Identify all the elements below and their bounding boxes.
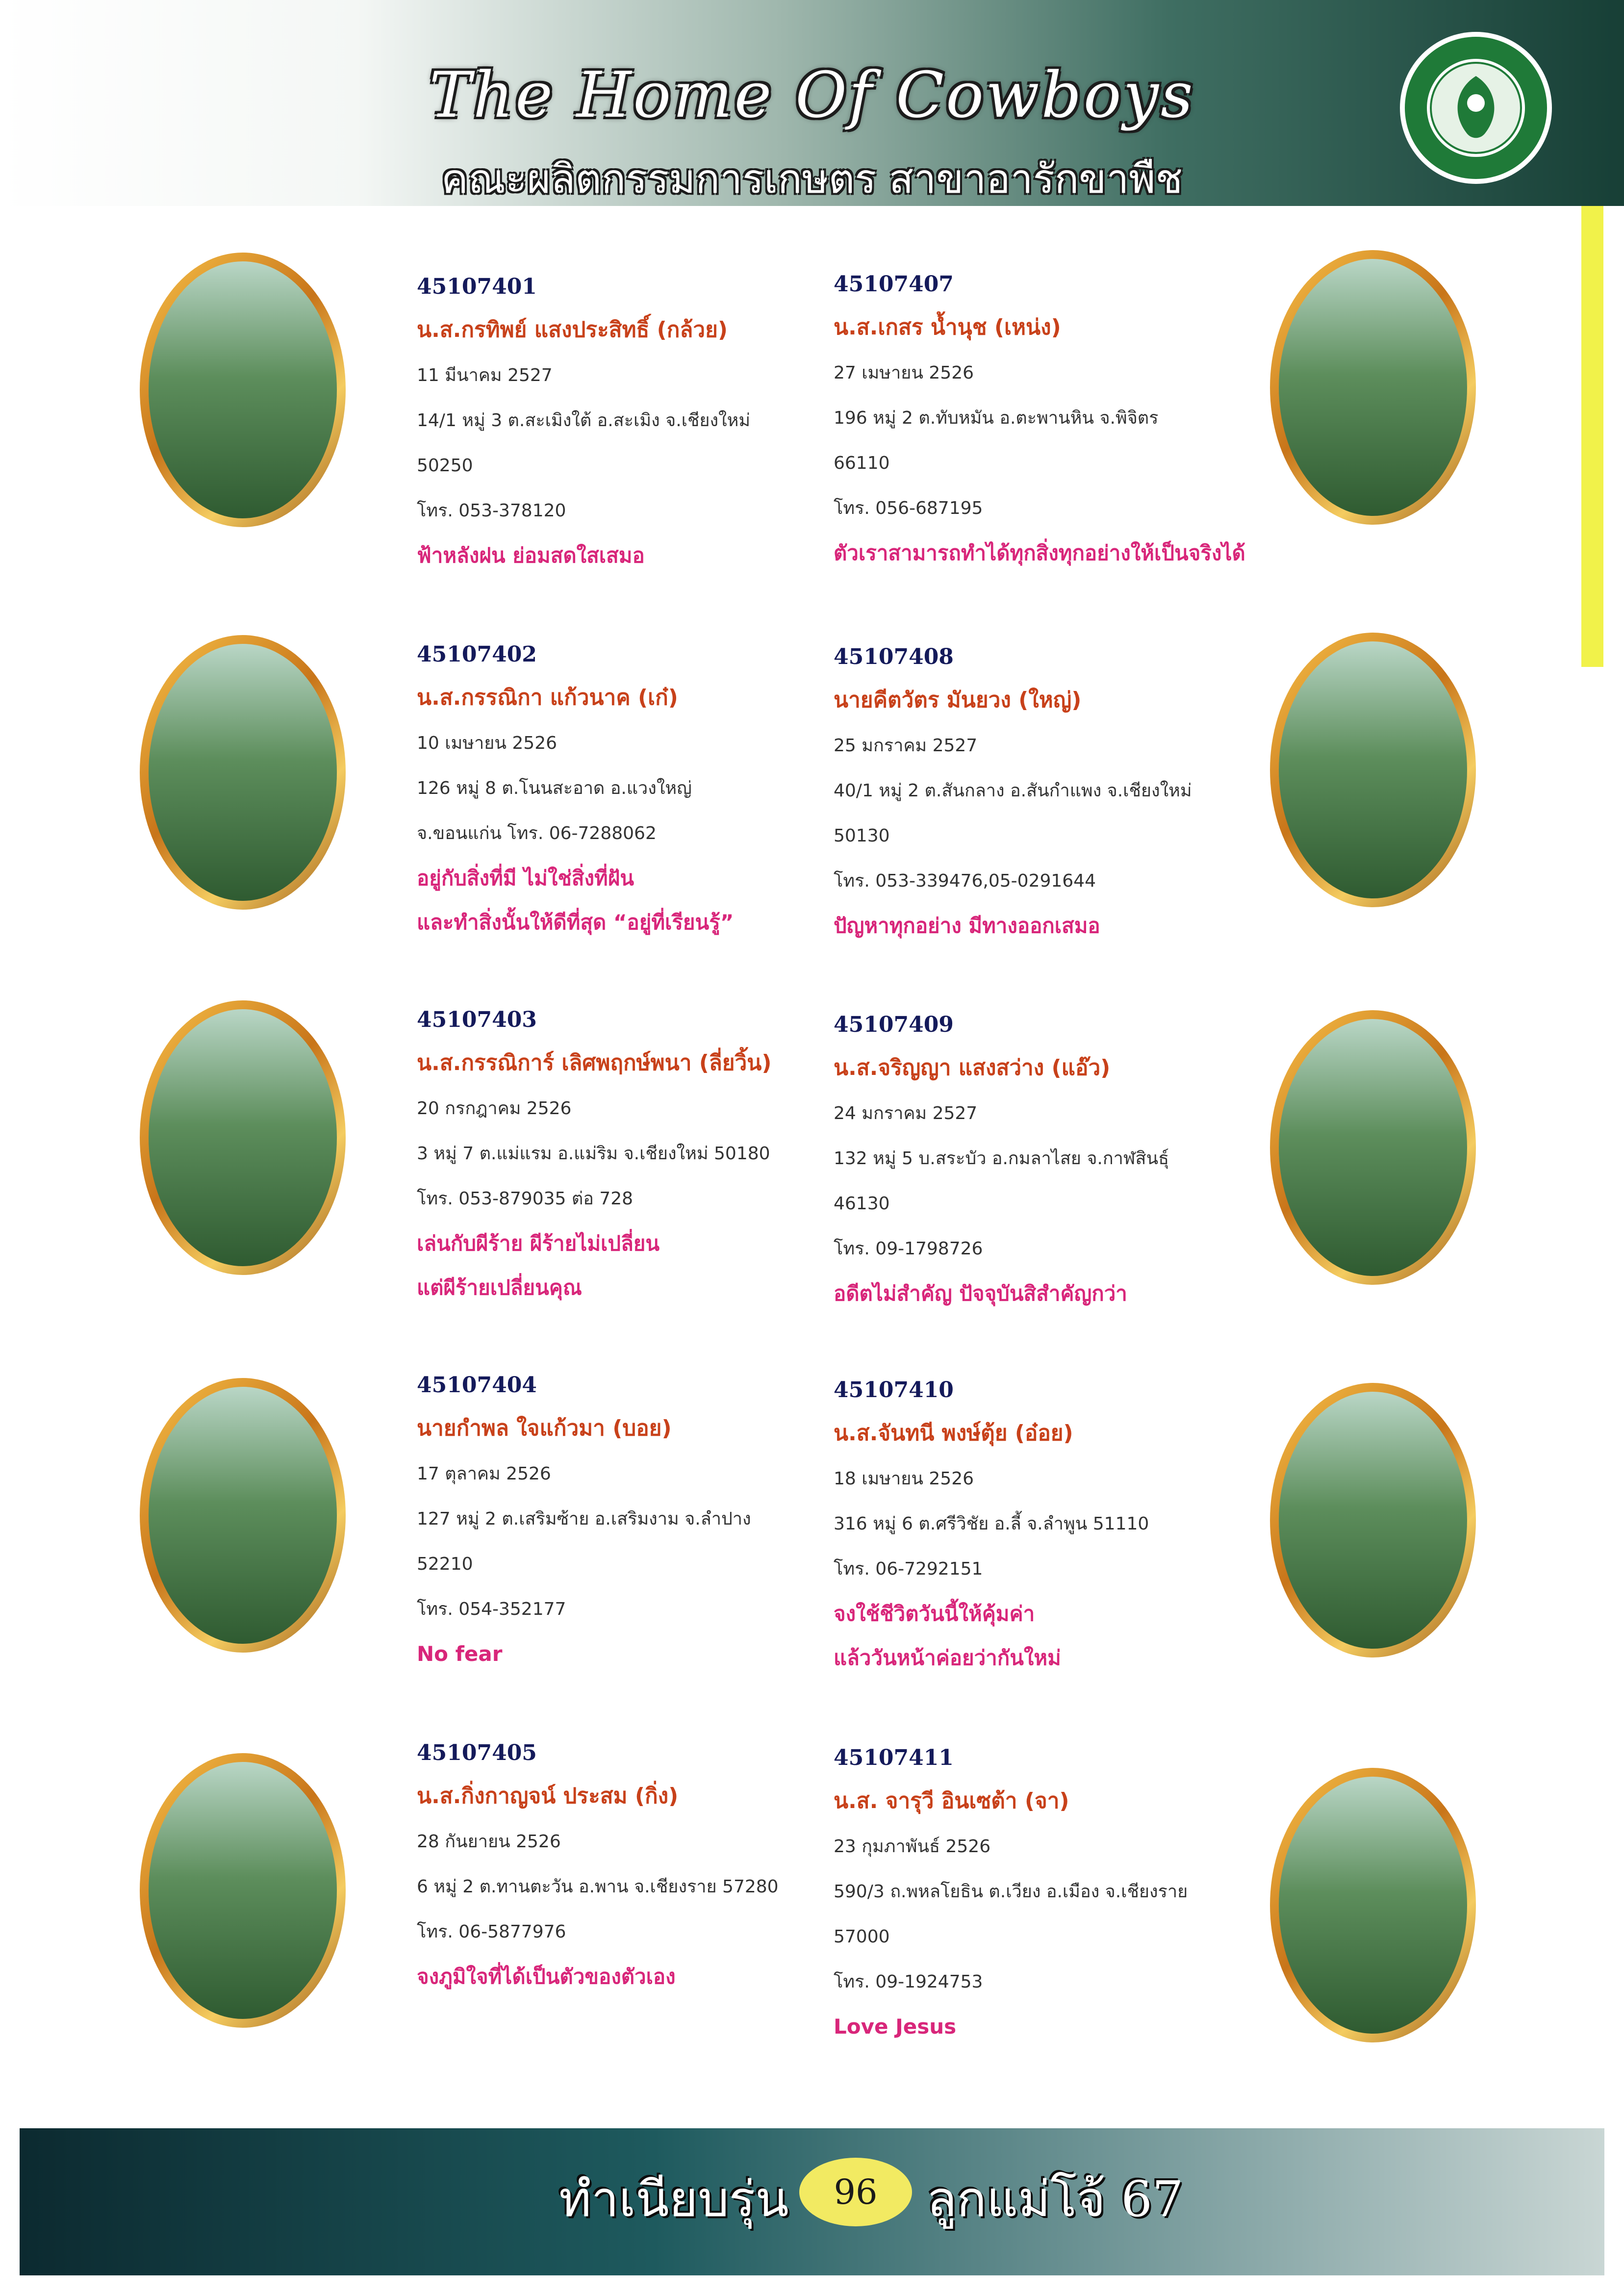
portrait-photo <box>140 635 346 910</box>
phone: โทร. 053-378120 <box>417 501 566 521</box>
person-entry <box>834 1371 1226 1680</box>
person-entry <box>834 1738 1226 2049</box>
birth-date: 23 กุมภาพันธ์ 2526 <box>834 1836 991 1857</box>
side-accent-strip <box>1581 206 1603 667</box>
portrait-photo <box>1270 250 1476 525</box>
student-id: 45107403 <box>417 1007 537 1032</box>
phone: โทร. 06-7292151 <box>834 1559 983 1579</box>
address: 3 หมู่ 7 ต.แม่แรม อ.แม่ริม จ.เชียงใหม่ 50180 <box>417 1144 770 1164</box>
motto-line-2: และทำสิ่งนั้นให้ดีที่สุด “อยู่ที่เรียนรู้” <box>417 910 734 934</box>
address: 590/3 ถ.พหลโยธิน ต.เวียง อ.เมือง จ.เชียงราย <box>834 1882 1188 1902</box>
address: 127 หมู่ 2 ต.เสริมซ้าย อ.เสริมงาม จ.ลำปาง <box>417 1509 751 1529</box>
page-subtitle: คณะผลิตกรรมการเกษตร สาขาอารักขาพืช <box>441 156 1183 203</box>
student-name: น.ส.กรทิพย์ แสงประสิทธิ์ (กล้วย) <box>417 317 728 342</box>
motto: ฟ้าหลังฝน ย่อมสดใสเสมอ <box>417 543 645 567</box>
student-id: 45107401 <box>417 274 537 299</box>
address: 126 หมู่ 8 ต.โนนสะอาด อ.แวงใหญ่ <box>417 778 692 798</box>
motto: No fear <box>417 1642 503 1666</box>
student-id: 45107404 <box>417 1373 537 1398</box>
university-seal-icon <box>1397 29 1554 186</box>
portrait-photo <box>1270 633 1476 907</box>
student-id: 45107405 <box>417 1740 537 1765</box>
page-title: The Home Of Cowboys <box>429 59 1195 132</box>
postal-code: 50130 <box>834 826 890 846</box>
birth-date: 24 มกราคม 2527 <box>834 1103 978 1123</box>
person-entry <box>834 638 1226 948</box>
student-id: 45107411 <box>834 1745 954 1770</box>
motto: เล่นกับผีร้าย ผีร้ายไม่เปลี่ยน <box>417 1231 660 1255</box>
student-name: น.ส.กิ่งกาญจน์ ประสม (กิ่ง) <box>417 1784 679 1809</box>
phone: โทร. 053-339476,05-0291644 <box>834 871 1096 891</box>
portrait-photo <box>140 1000 346 1275</box>
birth-date: 28 กันยายน 2526 <box>417 1832 561 1852</box>
phone: โทร. 054-352177 <box>417 1599 566 1619</box>
phone: โทร. 053-879035 ต่อ 728 <box>417 1189 634 1209</box>
province-phone: จ.ขอนแก่น โทร. 06-7288062 <box>417 823 657 843</box>
student-id: 45107410 <box>834 1377 954 1402</box>
phone: โทร. 09-1924753 <box>834 1972 983 1992</box>
portrait-photo <box>140 1378 346 1653</box>
address: 316 หมู่ 6 ต.ศรีวิชัย อ.ลี้ จ.ลำพูน 51110 <box>834 1514 1149 1534</box>
page-footer <box>20 2128 1604 2275</box>
person-entry <box>834 1005 1226 1316</box>
motto: อยู่กับสิ่งที่มี ไม่ใช่สิ่งที่ฝัน <box>417 866 634 890</box>
student-id: 45107402 <box>417 642 537 667</box>
portrait-photo <box>1270 1010 1476 1285</box>
motto: ตัวเราสามารถทำได้ทุกสิ่งทุกอย่างให้เป็นจริงได้ <box>834 541 1245 565</box>
postal-code: 66110 <box>834 453 890 473</box>
address: 196 หมู่ 2 ต.ทับหมัน อ.ตะพานหิน จ.พิจิตร <box>834 408 1159 428</box>
person-entry <box>417 1734 809 1999</box>
student-name: น.ส. จารุวี อินเซต้า (จา) <box>834 1788 1069 1813</box>
student-name: น.ส.กรรณิการ์ เลิศพฤกษ์พนา (ลี่ยวิ้น) <box>417 1050 772 1075</box>
birth-date: 10 เมษายน 2526 <box>417 733 557 753</box>
motto: จงใช้ชีวิตวันนี้ให้คุ้มค่า <box>834 1602 1035 1626</box>
address: 14/1 หมู่ 3 ต.สะเมิงใต้ อ.สะเมิง จ.เชียงใหม่ <box>417 410 751 431</box>
student-name: นายคีตวัตร มันยวง (ใหญ่) <box>834 688 1082 713</box>
birth-date: 18 เมษายน 2526 <box>834 1469 974 1489</box>
phone: โทร. 09-1798726 <box>834 1239 983 1259</box>
footer-left-title: ทำเนียบรุ่น <box>559 2170 789 2228</box>
birth-date: 17 ตุลาคม 2526 <box>417 1464 551 1484</box>
birth-date: 11 มีนาคม 2527 <box>417 365 553 385</box>
motto: ปัญหาทุกอย่าง มีทางออกเสมอ <box>834 914 1100 938</box>
person-entry <box>417 1000 809 1310</box>
phone: โทร. 06-5877976 <box>417 1922 566 1942</box>
motto: อดีตไม่สำคัญ ปัจจุบันสิสำคัญกว่า <box>834 1281 1127 1305</box>
page-number: 96 <box>799 2158 912 2226</box>
motto-line-2: แต่ผีร้ายเปลี่ยนคุณ <box>417 1275 582 1300</box>
student-name: น.ส.กรรณิกา แก้วนาค (เก๋) <box>417 685 678 710</box>
postal-code: 50250 <box>417 456 473 476</box>
birth-date: 20 กรกฎาคม 2526 <box>417 1098 572 1119</box>
address: 6 หมู่ 2 ต.ทานตะวัน อ.พาน จ.เชียงราย 57280 <box>417 1877 779 1897</box>
motto: Love Jesus <box>834 2014 957 2039</box>
motto: จงภูมิใจที่ได้เป็นตัวของตัวเอง <box>417 1964 676 1989</box>
student-id: 45107409 <box>834 1012 954 1037</box>
person-entry <box>417 635 809 944</box>
postal-code: 46130 <box>834 1194 890 1214</box>
birth-date: 27 เมษายน 2526 <box>834 363 974 383</box>
portrait-photo <box>140 253 346 527</box>
portrait-photo <box>1270 1768 1476 2042</box>
student-name: นายกำพล ใจแก้วมา (บอย) <box>417 1416 672 1441</box>
student-name: น.ส.จริญญา แสงสว่าง (แอ๊ว) <box>834 1055 1111 1080</box>
address: 40/1 หมู่ 2 ต.สันกลาง อ.สันกำแพง จ.เชียงใหม่ <box>834 781 1192 801</box>
birth-date: 25 มกราคม 2527 <box>834 736 978 756</box>
person-entry <box>834 265 1245 575</box>
student-id: 45107408 <box>834 644 954 669</box>
postal-code: 52210 <box>417 1554 473 1574</box>
address: 132 หมู่ 5 บ.สระบัว อ.กมลาไสย จ.กาฬสินธุ์ <box>834 1148 1169 1169</box>
person-entry <box>417 267 809 578</box>
student-name: น.ส.จันทนี พงษ์ตุ้ย (อ๋อย) <box>834 1421 1073 1446</box>
footer-right-title: ลูกแม่โจ้ 67 <box>927 2170 1184 2228</box>
portrait-photo <box>1270 1383 1476 1658</box>
motto-line-2: แล้ววันหน้าค่อยว่ากันใหม่ <box>834 1646 1061 1670</box>
portrait-photo <box>140 1753 346 2028</box>
student-name: น.ส.เกสร น้ำนุช (เหน่ง) <box>834 315 1061 340</box>
postal-code: 57000 <box>834 1927 890 1947</box>
phone: โทร. 056-687195 <box>834 498 983 518</box>
person-entry <box>417 1366 809 1676</box>
student-id: 45107407 <box>834 272 954 297</box>
